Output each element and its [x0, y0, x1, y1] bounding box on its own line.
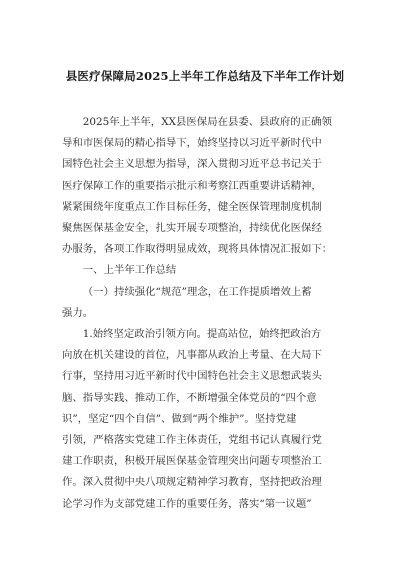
item-line: 引领，严格落实党建工作主体责任，党组书记认真履行党: [62, 434, 322, 447]
intro-paragraph: [62, 112, 348, 260]
item-line: 脑、指导实践、推动工作，不断增强全体党员的“四个意: [62, 391, 317, 404]
item-line: 论学习作为支部党建工作的重要任务，落实“第一议题”: [62, 497, 312, 510]
item-line: 作。深入贯彻中央八项规定精神学习教育，坚持把政治理: [62, 476, 322, 489]
intro-line: 国特色社会主义思想为指导，深入贯彻习近平总书记关于: [62, 158, 322, 171]
subsection-line: （一）持续强化“规范”理念，在工作提质增效上蓄: [82, 285, 312, 298]
intro-line: 2025年上半年，XX县医保局在县委、县政府的正确领: [82, 116, 332, 128]
item-line: 1.始终坚定政治引领方向。提高站位，始终把政治方: [82, 328, 322, 341]
item-line: 行事，坚持用习近平新时代中国特色社会主义思想武装头: [62, 370, 322, 383]
subsection-line: 强力。: [62, 306, 94, 319]
intro-line: 办服务，各项工作取得明显成效，现将具体情况汇报如下：: [62, 243, 333, 256]
subsection-heading: [62, 282, 348, 324]
intro-line: 聚焦医保基金安全，扎实开展专项整治，持续优化医保经: [62, 222, 322, 235]
section-heading: 一、上半年工作总结: [82, 264, 177, 277]
item-line: 建工作职责，积极开展医保基金管理突出问题专项整治工: [62, 455, 322, 468]
document-title: 县医疗保障局2025上半年工作总结及下半年工作计划: [65, 69, 345, 83]
intro-line: 紧紧围绕年度重点工作目标任务，健全医保管理制度机制: [62, 200, 322, 213]
item-paragraph: [62, 324, 348, 515]
item-line: 识”，坚定“四个自信”、做到“两个维护”。坚持党建: [62, 412, 297, 425]
intro-line: 导和市医保局的精心指导下，始终坚持以习近平新时代中: [62, 137, 322, 150]
item-line: 向放在机关建设的首位，凡事都从政治上考量、在大局下: [62, 349, 322, 362]
intro-line: 医疗保障工作的重要指示批示和考察江西重要讲话精神，: [62, 179, 322, 192]
